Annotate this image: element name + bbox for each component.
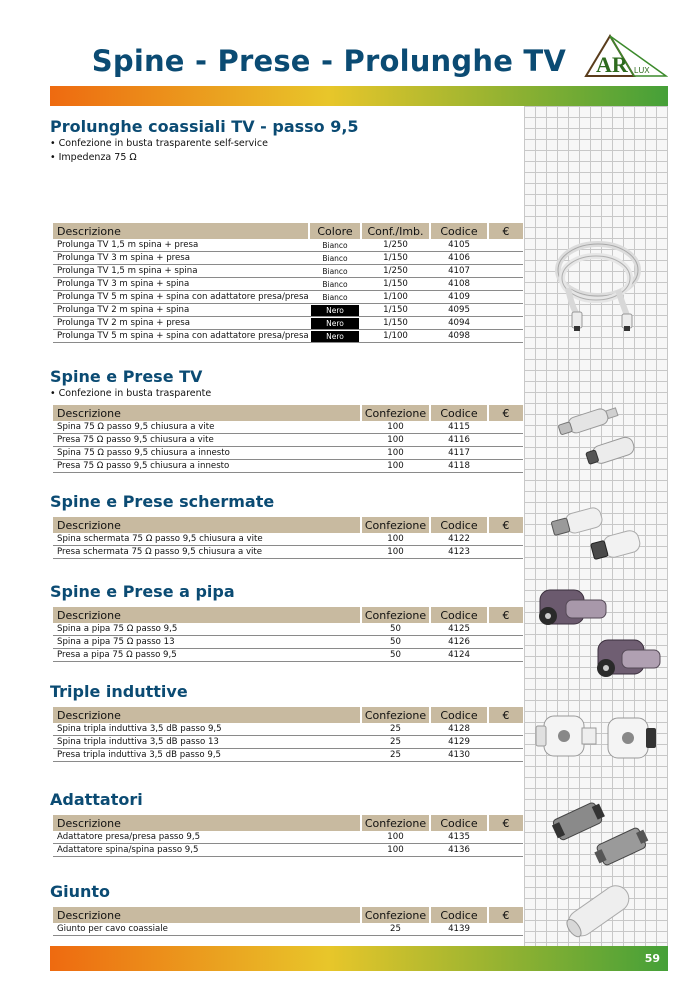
color-badge: Bianco xyxy=(311,279,359,290)
col-header-confezione: Confezione xyxy=(361,907,430,923)
cell-confezione: 1/100 xyxy=(361,291,430,304)
spina-presa-schermata-image xyxy=(548,500,648,566)
cell-prezzo xyxy=(488,317,523,330)
cell-confezione: 100 xyxy=(361,831,430,844)
header-color-bar xyxy=(50,86,668,106)
table-row xyxy=(53,533,523,546)
col-header-codice: Codice xyxy=(430,517,488,533)
cell-codice: 4107 xyxy=(430,265,488,278)
cell-descrizione: Spina 75 Ω passo 9,5 chiusura a innesto xyxy=(53,447,361,460)
spina-presa-image xyxy=(556,398,644,468)
table-row xyxy=(53,649,523,662)
col-header-confezione: Confezione xyxy=(361,815,430,831)
cell-codice: 4126 xyxy=(430,636,488,649)
pipa-table xyxy=(53,607,523,662)
cell-descrizione: Adattatore presa/presa passo 9,5 xyxy=(53,831,361,844)
table-row xyxy=(53,265,523,278)
cell-prezzo xyxy=(488,421,523,434)
cell-codice: 4117 xyxy=(430,447,488,460)
cell-prezzo xyxy=(488,330,523,343)
cell-prezzo xyxy=(488,304,523,317)
color-badge: Nero xyxy=(311,305,359,316)
cell-descrizione: Presa schermata 75 Ω passo 9,5 chiusura a vite xyxy=(53,546,361,559)
col-header-codice: Codice xyxy=(430,405,488,421)
col-header-descrizione: Descrizione xyxy=(53,707,361,723)
cell-codice: 4129 xyxy=(430,736,488,749)
triple-table xyxy=(53,707,523,762)
tripla-induttiva-image xyxy=(534,706,658,766)
cell-codice: 4115 xyxy=(430,421,488,434)
cell-descrizione: Presa tripla induttiva 3,5 dB passo 9,5 xyxy=(53,749,361,762)
table-row xyxy=(53,278,523,291)
col-header-confezione: Confezione xyxy=(361,405,430,421)
cell-prezzo xyxy=(488,749,523,762)
cell-confezione: 1/150 xyxy=(361,304,430,317)
col-header-confezione: Confezione xyxy=(361,607,430,623)
cell-confezione: 25 xyxy=(361,723,430,736)
cell-prezzo xyxy=(488,434,523,447)
col-header-codice: Codice xyxy=(430,223,488,239)
cell-codice: 4124 xyxy=(430,649,488,662)
cell-codice: 4098 xyxy=(430,330,488,343)
col-header-descrizione: Descrizione xyxy=(53,223,309,239)
cell-codice: 4130 xyxy=(430,749,488,762)
cell-prezzo xyxy=(488,252,523,265)
cell-confezione: 25 xyxy=(361,736,430,749)
cell-confezione: 25 xyxy=(361,749,430,762)
cell-codice: 4136 xyxy=(430,844,488,857)
cell-descrizione: Prolunga TV 2 m spina + presa xyxy=(53,317,309,330)
col-header-euro: € xyxy=(488,907,523,923)
color-badge: Nero xyxy=(311,331,359,342)
section-title-pipa: Spine e Prese a pipa xyxy=(50,582,235,601)
section-title-prolunghe: Prolunghe coassiali TV - passo 9,5 xyxy=(50,117,359,136)
cell-descrizione: Presa 75 Ω passo 9,5 chiusura a innesto xyxy=(53,460,361,473)
cell-prezzo xyxy=(488,636,523,649)
table-row xyxy=(53,736,523,749)
table-row xyxy=(53,252,523,265)
cell-confezione: 50 xyxy=(361,649,430,662)
ar-lux-logo xyxy=(578,32,668,82)
cell-confezione: 50 xyxy=(361,623,430,636)
cell-codice: 4116 xyxy=(430,434,488,447)
col-header-euro: € xyxy=(488,517,523,533)
cell-descrizione: Presa a pipa 75 Ω passo 9,5 xyxy=(53,649,361,662)
col-header-descrizione: Descrizione xyxy=(53,517,361,533)
cell-confezione: 1/150 xyxy=(361,278,430,291)
table-row xyxy=(53,421,523,434)
cell-confezione: 50 xyxy=(361,636,430,649)
spine-prese-table xyxy=(53,405,523,473)
cell-codice: 4095 xyxy=(430,304,488,317)
table-row xyxy=(53,636,523,649)
cell-codice: 4106 xyxy=(430,252,488,265)
svg-text:AR: AR xyxy=(596,52,628,77)
color-badge: Nero xyxy=(311,318,359,329)
cell-codice: 4094 xyxy=(430,317,488,330)
section-title-adattatori: Adattatori xyxy=(50,790,143,809)
col-header-descrizione: Descrizione xyxy=(53,405,361,421)
cell-codice: 4125 xyxy=(430,623,488,636)
table-row xyxy=(53,317,523,330)
cell-prezzo xyxy=(488,278,523,291)
cell-descrizione: Prolunga TV 2 m spina + spina xyxy=(53,304,309,317)
cell-codice: 4135 xyxy=(430,831,488,844)
cell-confezione: 1/150 xyxy=(361,252,430,265)
cell-descrizione: Spina tripla induttiva 3,5 dB passo 9,5 xyxy=(53,723,361,736)
cell-confezione: 100 xyxy=(361,421,430,434)
cell-confezione: 100 xyxy=(361,460,430,473)
giunto-table xyxy=(53,907,523,936)
table-row xyxy=(53,291,523,304)
cell-descrizione: Prolunga TV 5 m spina + spina con adattatore presa/presa xyxy=(53,291,309,304)
col-header-euro: € xyxy=(488,815,523,831)
cell-prezzo xyxy=(488,923,523,936)
col-header-codice: Codice xyxy=(430,607,488,623)
cell-prezzo xyxy=(488,831,523,844)
cell-confezione: 1/250 xyxy=(361,265,430,278)
cell-descrizione: Prolunga TV 5 m spina + spina con adattatore presa/presa xyxy=(53,330,309,343)
cell-confezione: 1/150 xyxy=(361,317,430,330)
cell-codice: 4105 xyxy=(430,239,488,252)
cell-descrizione: Presa 75 Ω passo 9,5 chiusura a vite xyxy=(53,434,361,447)
svg-text:LUX: LUX xyxy=(634,66,650,75)
cell-confezione: 100 xyxy=(361,447,430,460)
cell-codice: 4109 xyxy=(430,291,488,304)
cell-prezzo xyxy=(488,736,523,749)
section-title-schermate: Spine e Prese schermate xyxy=(50,492,275,511)
table-row xyxy=(53,447,523,460)
cell-confezione: 100 xyxy=(361,546,430,559)
cell-codice: 4128 xyxy=(430,723,488,736)
col-header-confezione: Confezione xyxy=(361,517,430,533)
table-row xyxy=(53,330,523,343)
cell-prezzo xyxy=(488,546,523,559)
table-row xyxy=(53,623,523,636)
cell-descrizione: Prolunga TV 1,5 m spina + spina xyxy=(53,265,309,278)
cell-descrizione: Prolunga TV 1,5 m spina + presa xyxy=(53,239,309,252)
col-header-euro: € xyxy=(488,405,523,421)
adattatori-image xyxy=(548,796,652,868)
cell-descrizione: Adattatore spina/spina passo 9,5 xyxy=(53,844,361,857)
table-row xyxy=(53,923,523,936)
cell-prezzo xyxy=(488,447,523,460)
section-title-triple: Triple induttive xyxy=(50,682,188,701)
cell-prezzo xyxy=(488,649,523,662)
page-title: Spine - Prese - Prolunghe TV xyxy=(91,44,566,78)
cell-prezzo xyxy=(488,723,523,736)
color-badge: Bianco xyxy=(311,266,359,277)
cell-descrizione: Spina schermata 75 Ω passo 9,5 chiusura a vite xyxy=(53,533,361,546)
col-header-codice: Codice xyxy=(430,707,488,723)
cell-prezzo xyxy=(488,265,523,278)
cell-prezzo xyxy=(488,460,523,473)
cell-prezzo xyxy=(488,533,523,546)
cell-descrizione: Spina tripla induttiva 3,5 dB passo 13 xyxy=(53,736,361,749)
col-header-euro: € xyxy=(488,707,523,723)
col-header-codice: Codice xyxy=(430,815,488,831)
col-header-descrizione: Descrizione xyxy=(53,607,361,623)
col-header-codice: Codice xyxy=(430,907,488,923)
table-row xyxy=(53,304,523,317)
adattatori-table xyxy=(53,815,523,857)
cell-descrizione: Prolunga TV 3 m spina + presa xyxy=(53,252,309,265)
col-header-descrizione: Descrizione xyxy=(53,907,361,923)
cell-descrizione: Spina 75 Ω passo 9,5 chiusura a vite xyxy=(53,421,361,434)
schermate-table xyxy=(53,517,523,559)
col-header-euro: € xyxy=(488,607,523,623)
cell-prezzo xyxy=(488,239,523,252)
footer-color-bar xyxy=(50,946,668,971)
table-row xyxy=(53,460,523,473)
bullet-text: • Impedenza 75 Ω xyxy=(50,152,137,163)
col-header-colore: Colore xyxy=(309,223,361,239)
page-number: 59 xyxy=(644,952,660,965)
cell-confezione: 100 xyxy=(361,844,430,857)
giunto-image xyxy=(556,878,640,942)
cell-confezione: 1/100 xyxy=(361,330,430,343)
cell-descrizione: Prolunga TV 3 m spina + spina xyxy=(53,278,309,291)
cell-prezzo xyxy=(488,291,523,304)
cell-codice: 4123 xyxy=(430,546,488,559)
cell-confezione: 25 xyxy=(361,923,430,936)
table-row xyxy=(53,831,523,844)
cell-descrizione: Spina a pipa 75 Ω passo 13 xyxy=(53,636,361,649)
cell-confezione: 100 xyxy=(361,533,430,546)
table-row xyxy=(53,239,523,252)
cell-confezione: 100 xyxy=(361,434,430,447)
coaxial-cable-image xyxy=(548,228,652,332)
color-badge: Bianco xyxy=(311,240,359,251)
spina-presa-pipa-image xyxy=(526,580,666,696)
cell-confezione: 1/250 xyxy=(361,239,430,252)
col-header-descrizione: Descrizione xyxy=(53,815,361,831)
table-row xyxy=(53,749,523,762)
prolunghe-table xyxy=(53,223,523,343)
cell-prezzo xyxy=(488,623,523,636)
cell-codice: 4108 xyxy=(430,278,488,291)
bullet-text: • Confezione in busta trasparente self-service xyxy=(50,138,268,149)
cell-codice: 4122 xyxy=(430,533,488,546)
cell-codice: 4139 xyxy=(430,923,488,936)
cell-descrizione: Giunto per cavo coassiale xyxy=(53,923,361,936)
bullet-text: • Confezione in busta trasparente xyxy=(50,388,212,399)
col-header-confezione: Confezione xyxy=(361,707,430,723)
color-badge: Bianco xyxy=(311,253,359,264)
col-header-euro: € xyxy=(488,223,523,239)
col-header-confezione: Conf./Imb. xyxy=(361,223,430,239)
table-row xyxy=(53,546,523,559)
table-row xyxy=(53,844,523,857)
cell-codice: 4118 xyxy=(430,460,488,473)
cell-descrizione: Spina a pipa 75 Ω passo 9,5 xyxy=(53,623,361,636)
section-title-giunto: Giunto xyxy=(50,882,111,901)
section-title-spine-prese: Spine e Prese TV xyxy=(50,367,203,386)
cell-prezzo xyxy=(488,844,523,857)
color-badge: Bianco xyxy=(311,292,359,303)
table-row xyxy=(53,723,523,736)
table-row xyxy=(53,434,523,447)
